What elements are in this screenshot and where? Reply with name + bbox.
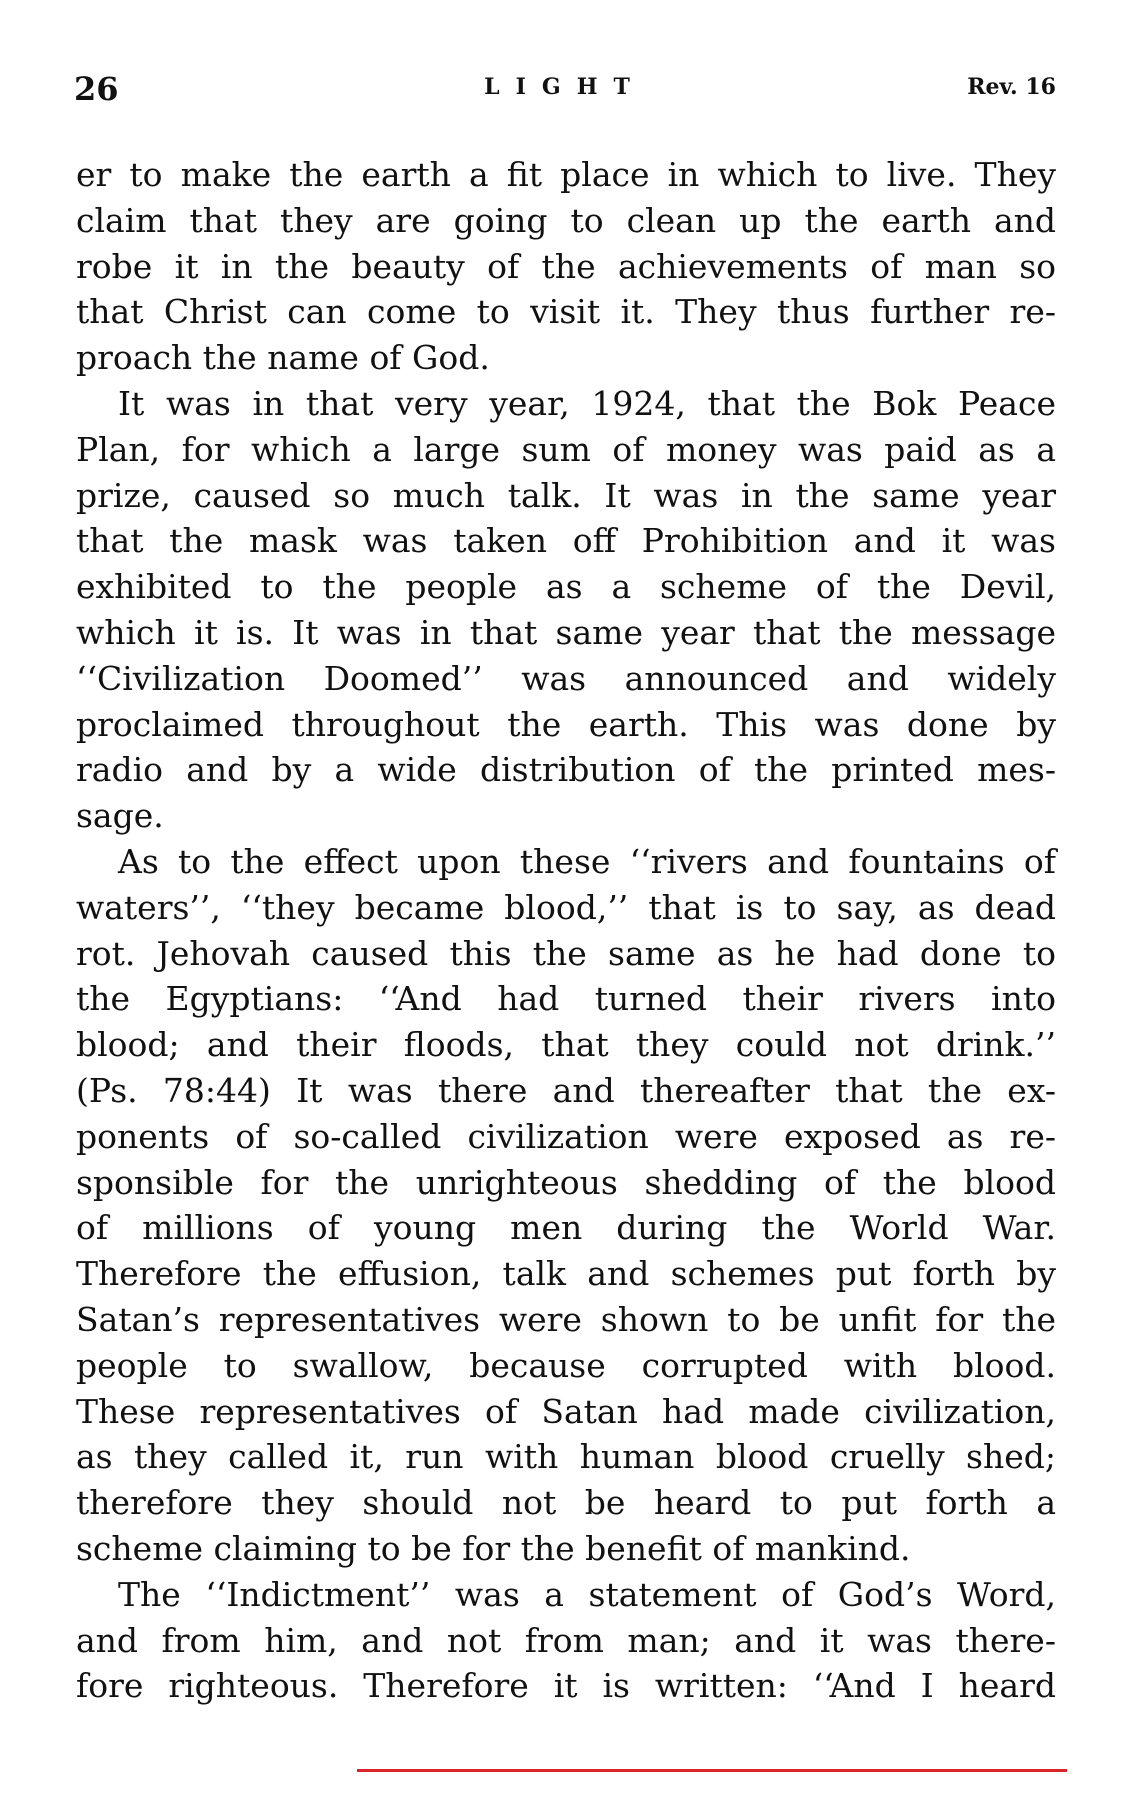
text-line: sage. — [76, 796, 164, 836]
text-line: prize, caused so much talk. It was in the same year — [76, 475, 1056, 515]
running-title: LIGHT — [484, 74, 646, 100]
text-line: Plan, for which a large sum of money was paid as a — [76, 429, 1056, 469]
text-line: (Ps. 78:44) It was there and thereafter that the ex- — [76, 1070, 1056, 1110]
text-line: exhibited to the people as a scheme of the Devil, — [76, 567, 1056, 607]
text-line: sponsible for the unrighteous shedding of the blood — [76, 1162, 1056, 1202]
text-line: ‘‘Civilization Doomed’’ was announced and widely — [76, 658, 1056, 698]
text-line: claim that they are going to clean up the earth and — [76, 200, 1056, 240]
text-line: blood; and their floods, that they could not drink.’’ — [76, 1025, 1056, 1065]
text-line: proach the name of God. — [76, 338, 490, 378]
text-line: the Egyptians: ‘‘And had turned their rivers into — [76, 979, 1056, 1019]
page-header — [74, 70, 1056, 120]
text-line: therefore they should not be heard to put forth a — [76, 1483, 1056, 1523]
text-line: rot. Jehovah caused this the same as he had done to — [76, 933, 1056, 973]
red-underline-highlight — [357, 1769, 1067, 1772]
text-line: These representatives of Satan had made civilization, — [76, 1391, 1056, 1431]
text-line: scheme claiming to be for the benefit of mankind. — [76, 1528, 911, 1568]
page-number: 26 — [74, 70, 119, 108]
text-line: of millions of young men during the World War. — [76, 1208, 1056, 1248]
chapter-reference: Rev. 16 — [967, 74, 1056, 100]
text-line: that the mask was taken off Prohibition and it was — [76, 521, 1056, 561]
text-line: and from him, and not from man; and it was there- — [76, 1620, 1056, 1660]
text-line: Therefore the effusion, talk and schemes put forth by — [76, 1254, 1056, 1294]
text-line: The ‘‘Indictment’’ was a statement of God’s Word, — [118, 1574, 1056, 1614]
text-line: which it is. It was in that same year that the message — [76, 612, 1056, 652]
text-line: Satan’s representatives were shown to be unfit for the — [76, 1299, 1056, 1339]
text-line: people to swallow, because corrupted with blood. — [76, 1345, 1056, 1385]
text-line: as they called it, run with human blood cruelly shed; — [76, 1437, 1056, 1477]
text-line: proclaimed throughout the earth. This was done by — [76, 704, 1056, 744]
text-line: radio and by a wide distribution of the printed mes- — [76, 750, 1056, 790]
text-line: that Christ can come to visit it. They thus further re- — [76, 292, 1056, 332]
body-text — [76, 152, 1056, 1709]
text-line: It was in that very year, 1924, that the Bok Peace — [118, 383, 1056, 423]
text-line: As to the effect upon these ‘‘rivers and fountains of — [118, 841, 1056, 881]
text-line: fore righteous. Therefore it is written: ‘‘And I heard — [76, 1666, 1056, 1706]
text-line: ponents of so-called civilization were exposed as re- — [76, 1116, 1056, 1156]
text-line: robe it in the beauty of the achievements of man so — [76, 246, 1056, 286]
text-line: er to make the earth a fit place in which to live. They — [76, 155, 1056, 194]
text-line: waters’’, ‘‘they became blood,’’ that is to say, as dead — [76, 887, 1056, 927]
